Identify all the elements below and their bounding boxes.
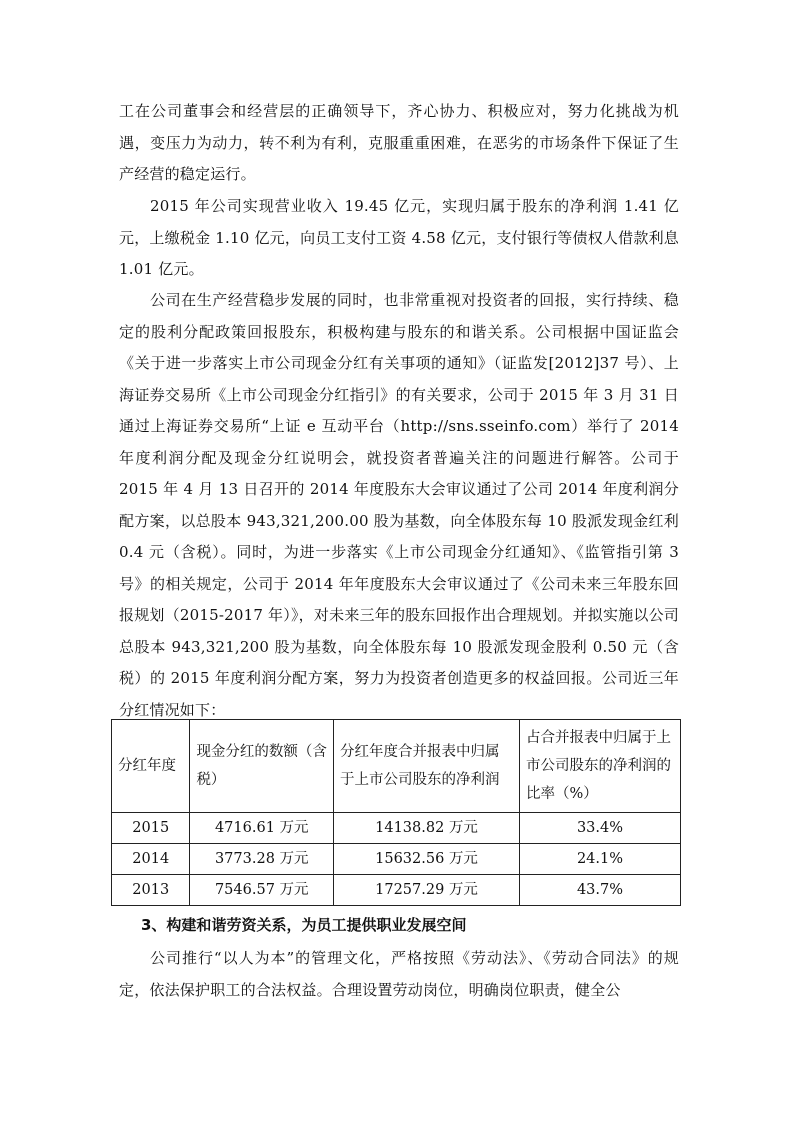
table-header-row xyxy=(112,720,681,813)
cell-ratio: 33.4% xyxy=(520,813,681,844)
paragraph-labor-relations xyxy=(119,943,679,1006)
paragraph-investor-returns xyxy=(119,285,679,726)
cell-profit: 15632.56 万元 xyxy=(334,844,520,875)
table-row xyxy=(112,813,681,844)
cell-year: 2013 xyxy=(112,875,190,906)
cell-year: 2015 xyxy=(112,813,190,844)
dividend-table xyxy=(111,719,681,906)
section-heading: 3、构建和谐劳资关系，为员工提供职业发展空间 xyxy=(141,916,467,934)
cell-cash: 4716.61 万元 xyxy=(190,813,334,844)
cell-year: 2014 xyxy=(112,844,190,875)
table-row xyxy=(112,844,681,875)
paragraph-text: 2015 年公司实现营业收入 19.45 亿元，实现归属于股东的净利润 1.41 亿元，上缴税金 1.10 亿元，向员工支付工资 4.58 亿元，支付银行等债权人借款利息 1.01 亿元。 xyxy=(119,197,679,278)
paragraph-text: 公司在生产经营稳步发展的同时，也非常重视对投资者的回报，实行持续、稳定的股利分配政策回报股东，积极构建与股东的和谐关系。公司根据中国证监会《关于进一步落实上市公司现金分红有关事项的通知》（证监发[2012]37 号）、上海证券交易所《上市公司现金分红指引》的有关要求，公司于 2015 年 3 月 31 日通过上海证券交易所“上证 e 互动平台（http://sns.sseinfo.com）举行了 2014 年度利润分配及现金分红说明会，就投资者普遍关注的问题进行解答。公司于 2015 年 4 月 13 日召开的 2014 年度股东大会审议通过了公司 2014 年度利润分配方案，以总股本 943,321,200.00 股为基数，向全体股东每 10 股派发现金红利 0.4 元（含税）。同时，为进一步落实《上市公司现金分红通知》、《监管指引第 3 号》的相关规定，公司于 2014 年年度股东大会审议通过了《公司未来三年股东回报规划（2015-2017 年）》，对未来三年的股东回报作出合理规划。并拟实施以公司总股本 943,321,200 股为基数，向全体股东每 10 股派发现金股利 0.50 元（含税）的 2015 年度利润分配方案，努力为投资者创造更多的权益回报。公司近三年分红情况如下： xyxy=(119,291,680,719)
table-row xyxy=(112,875,681,906)
paragraph-text: 公司推行“以人为本”的管理文化，严格按照《劳动法》、《劳动合同法》的规定，依法保护职工的合法权益。合理设置劳动岗位，明确岗位职责，健全公 xyxy=(119,949,679,999)
header-net-profit: 分红年度合并报表中归属于上市公司股东的净利润 xyxy=(334,720,520,813)
header-cash-dividend: 现金分红的数额（含税） xyxy=(190,720,334,813)
cell-profit: 17257.29 万元 xyxy=(334,875,520,906)
cell-cash: 7546.57 万元 xyxy=(190,875,334,906)
cell-ratio: 24.1% xyxy=(520,844,681,875)
paragraph-text: 工在公司董事会和经营层的正确领导下，齐心协力、积极应对，努力化挑战为机遇，变压力为动力，转不利为有利，克服重重困难，在恶劣的市场条件下保证了生产经营的稳定运行。 xyxy=(119,102,679,183)
cell-profit: 14138.82 万元 xyxy=(334,813,520,844)
paragraph-2015-results xyxy=(119,191,679,286)
cell-cash: 3773.28 万元 xyxy=(190,844,334,875)
paragraph-continuation xyxy=(119,96,679,191)
cell-ratio: 43.7% xyxy=(520,875,681,906)
header-ratio: 占合并报表中归属于上市公司股东的净利润的比率（%） xyxy=(520,720,681,813)
header-year: 分红年度 xyxy=(112,720,190,813)
